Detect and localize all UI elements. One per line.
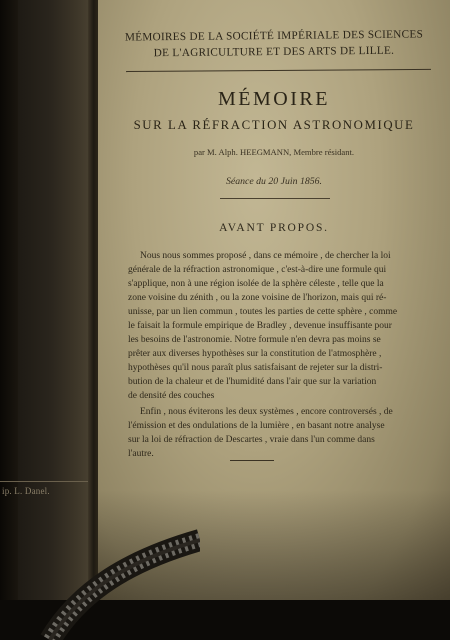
- body-line: l'émission et des ondulations de la lumière , en basant notre analyse: [128, 421, 385, 431]
- bookmark-cord-icon: [40, 520, 200, 640]
- section-heading: AVANT PROPOS.: [219, 222, 329, 234]
- body-line: unisse, par un lien commun , toutes les parties de cette sphère , comme: [128, 307, 398, 317]
- left-page-edge: [0, 0, 18, 600]
- left-page-rule: [0, 481, 88, 482]
- body-line: les besoins de l'astronomie. Notre formule n'en devra pas moins se: [128, 335, 381, 345]
- journal-header-line-1: MÉMOIRES DE LA SOCIÉTÉ IMPÉRIALE DES SCIENCES: [124, 28, 424, 44]
- author-line: par M. Alph. HEEGMANN, Membre résidant.: [193, 147, 355, 157]
- left-page: [0, 0, 92, 600]
- journal-header-line-2: DE L'AGRICULTURE ET DES ARTS DE LILLE.: [153, 44, 395, 60]
- body-line: hypothèses qu'il nous paraît plus satisfaisant de rejeter sur la distri-: [128, 363, 383, 373]
- body-line: Enfin , nous éviterons les deux systèmes , encore controversés , de: [140, 407, 393, 417]
- body-line: bution de la chaleur et de l'humidité dans l'air que sur la variation: [128, 377, 377, 387]
- body-line: Nous nous sommes proposé , dans ce mémoire , de chercher la loi: [140, 251, 391, 261]
- session-date: Séance du 20 Juin 1856.: [225, 176, 323, 187]
- right-page: [98, 0, 450, 600]
- body-line: prêter aux diverses hypothèses sur la constitution de l'atmosphère ,: [128, 349, 382, 359]
- header-rule: [126, 69, 431, 72]
- body-line: de densité des couches: [128, 391, 215, 401]
- body-line: générale de la réfraction astronomique , c'est-à-dire une formule qui: [128, 265, 387, 275]
- printer-imprint: ip. L. Danel.: [2, 486, 50, 496]
- end-rule: [230, 460, 274, 461]
- body-line: l'autre.: [128, 449, 154, 459]
- date-rule: [220, 198, 330, 199]
- body-line: sur la loi de réfraction de Descartes , vraie dans l'un comme dans: [128, 435, 375, 445]
- memoir-subtitle: SUR LA RÉFRACTION ASTRONOMIQUE: [133, 118, 415, 132]
- body-line: zone voisine du zénith , ou la zone voisine de l'horizon, mais qui ré-: [128, 293, 387, 303]
- memoir-title: MÉMOIRE: [218, 88, 330, 110]
- body-line: s'applique, non à une région isolée de la sphère céleste , telle que la: [128, 279, 384, 289]
- body-line: le faisait la formule empirique de Bradley , devenue insuffisante pour: [128, 321, 392, 331]
